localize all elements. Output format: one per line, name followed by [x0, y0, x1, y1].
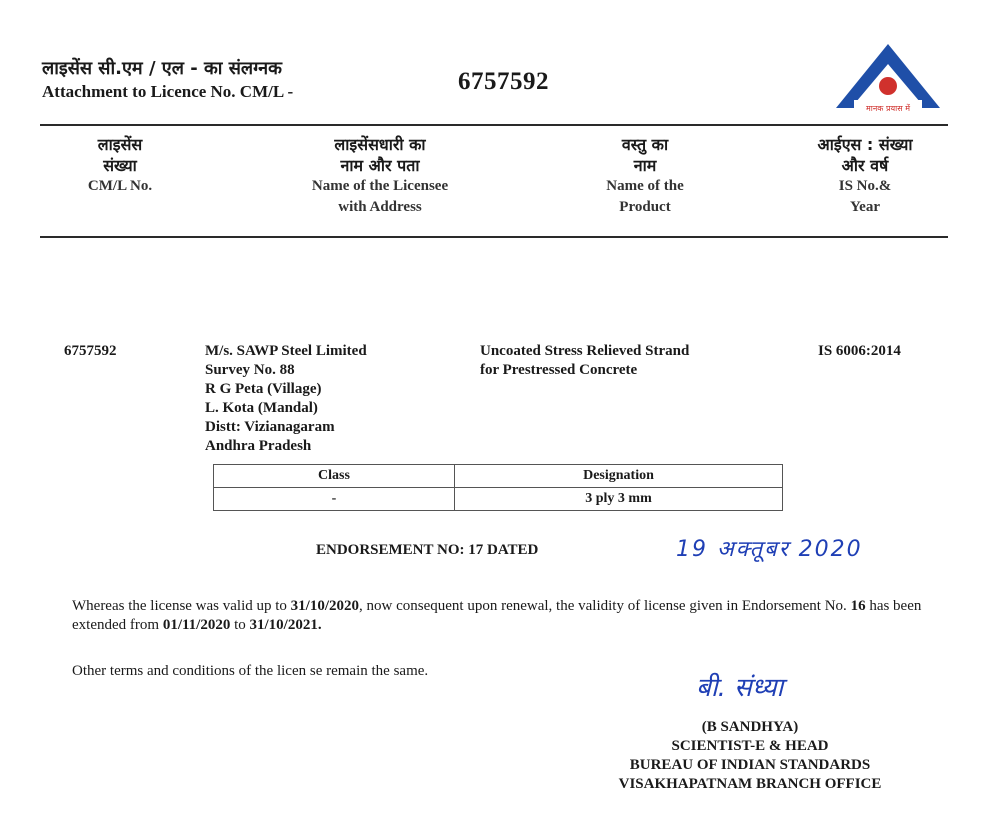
extended-to-date: 31/10/2021. [249, 617, 322, 633]
handwritten-date: 19 अक्तूबर 2020 [676, 537, 863, 562]
class-designation-table [213, 464, 783, 511]
column-header-licensee: लाइसेंसधारी का नाम और पता Name of the Licensee with Address [311, 135, 449, 215]
signatory-organisation: BUREAU OF INDIAN STANDARDS [629, 757, 871, 773]
record-cml-number: 6757592 [64, 343, 117, 359]
record-licensee-address: M/s. SAWP Steel Limited Survey No. 88 R G Peta (Village) L. Kota (Mandal) Distt: Vizianagaram Andhra Pradesh [205, 343, 367, 454]
signatory-name: (B SANDHYA) [701, 719, 799, 735]
header-licence-number: 6757592 [458, 68, 549, 95]
header-hindi-title: लाइसेंस सी.एम / एल - का संलग्नक [42, 58, 282, 79]
record-product-name: Uncoated Stress Relieved Strand for Prestressed Concrete [480, 343, 690, 378]
signatory-office: VISAKHAPATNAM BRANCH OFFICE [618, 776, 882, 792]
logo-caption: मानक प्रयास में [866, 104, 910, 113]
header-english-title: Attachment to Licence No. CM/L - [42, 82, 294, 101]
header-rule [40, 124, 948, 126]
endorsement-label: ENDORSEMENT NO: 17 DATED [316, 542, 539, 558]
table-row [214, 488, 783, 511]
column-header-product: वस्तु का नाम Name of the Product [606, 135, 684, 215]
column-header-cml: लाइसेंस संख्या CM/L No. [87, 135, 153, 194]
endorsement-number: 16 [850, 598, 866, 614]
signatory-designation: SCIENTIST-E & HEAD [671, 738, 829, 754]
signature-block [540, 718, 960, 794]
record-is-number: IS 6006:2014 [818, 343, 901, 359]
column-header-rule [40, 236, 948, 238]
table-header-designation: Designation [455, 465, 783, 488]
extended-from-date: 01/11/2020 [162, 617, 231, 633]
table-cell-designation: 3 ply 3 mm [455, 488, 783, 511]
table-header-row [214, 465, 783, 488]
validity-paragraph: Whereas the license was valid up to 31/10/2020, now consequent upon renewal, the validity of license given in Endorsement No. 16 has been extended from 01/11/2020 to 31/10/2021. [72, 598, 922, 633]
other-terms-paragraph: Other terms and conditions of the licen se remain the same. [72, 663, 429, 679]
handwritten-signature: बी. संध्या [696, 673, 784, 703]
table-cell-class: - [214, 488, 455, 511]
column-header-is-number: आईएस : संख्या और वर्ष IS No.& Year [817, 135, 913, 215]
valid-up-to-date: 31/10/2020 [290, 598, 360, 614]
table-header-class: Class [214, 465, 455, 488]
bis-logo [832, 42, 944, 118]
